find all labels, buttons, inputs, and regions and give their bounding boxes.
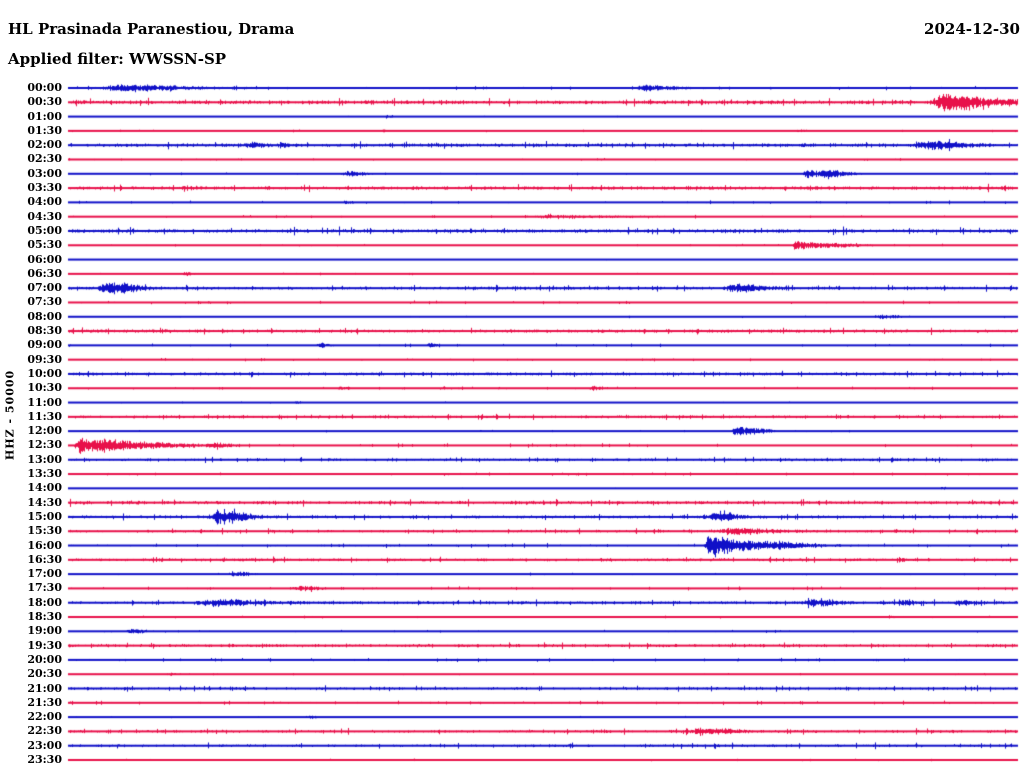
time-label: 18:00	[27, 595, 62, 609]
time-label: 02:00	[27, 138, 62, 152]
time-label: 08:00	[27, 309, 62, 323]
time-label: 13:00	[27, 452, 62, 466]
time-label: 14:30	[27, 495, 62, 509]
time-label: 03:30	[27, 181, 62, 195]
time-label: 06:00	[27, 252, 62, 266]
time-label: 22:30	[27, 724, 62, 738]
time-label: 07:30	[27, 295, 62, 309]
time-label: 11:30	[27, 409, 62, 423]
time-label: 09:00	[27, 338, 62, 352]
time-label: 06:30	[27, 266, 62, 280]
time-label: 09:30	[27, 352, 62, 366]
time-label: 17:00	[27, 567, 62, 581]
channel-scale-label: HHZ - 50000	[3, 369, 17, 461]
time-label: 12:30	[27, 438, 62, 452]
time-label: 05:30	[27, 238, 62, 252]
date-label: 2024-12-30	[924, 20, 1020, 38]
station-title: HL Prasinada Paranestiou, Drama	[8, 20, 295, 38]
time-label: 22:00	[27, 710, 62, 724]
time-label: 12:00	[27, 424, 62, 438]
time-label: 21:00	[27, 681, 62, 695]
time-label: 15:30	[27, 524, 62, 538]
time-label: 05:00	[27, 223, 62, 237]
time-label: 03:00	[27, 166, 62, 180]
time-label: 02:30	[27, 152, 62, 166]
time-label: 14:00	[27, 481, 62, 495]
time-label: 17:30	[27, 581, 62, 595]
time-label: 23:00	[27, 738, 62, 752]
time-label: 00:30	[27, 95, 62, 109]
time-label: 18:30	[27, 610, 62, 624]
time-label: 16:30	[27, 552, 62, 566]
time-label: 04:00	[27, 195, 62, 209]
time-label: 00:00	[27, 81, 62, 94]
time-label: 16:00	[27, 538, 62, 552]
time-label: 10:30	[27, 381, 62, 395]
time-label: 19:00	[27, 624, 62, 638]
time-label: 08:30	[27, 324, 62, 338]
time-label: 23:30	[27, 753, 62, 766]
time-label: 01:00	[27, 109, 62, 123]
time-label: 11:00	[27, 395, 62, 409]
time-label: 15:00	[27, 509, 62, 523]
time-label: 13:30	[27, 467, 62, 481]
time-label: 01:30	[27, 123, 62, 137]
time-label: 20:30	[27, 667, 62, 681]
time-label: 10:00	[27, 366, 62, 380]
time-label: 21:30	[27, 695, 62, 709]
filter-label: Applied filter: WWSSN-SP	[8, 50, 227, 68]
time-label: 19:30	[27, 638, 62, 652]
time-label: 07:00	[27, 281, 62, 295]
time-label: 04:30	[27, 209, 62, 223]
time-label: 20:00	[27, 652, 62, 666]
